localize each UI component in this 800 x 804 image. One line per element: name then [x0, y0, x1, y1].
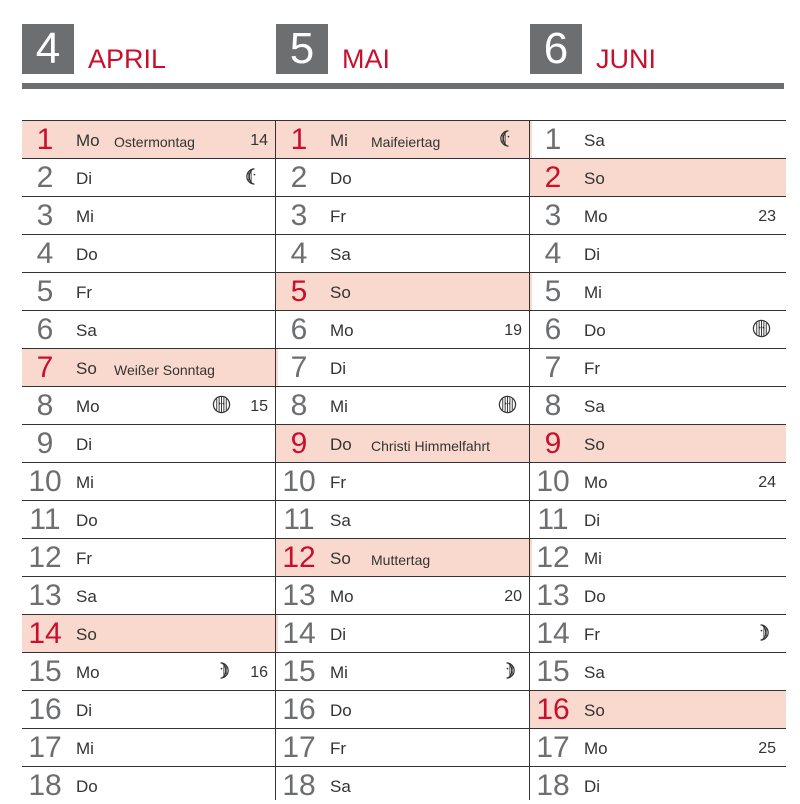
day-row [530, 158, 786, 196]
day-row [276, 690, 532, 728]
day-row [530, 348, 786, 386]
weekday-label: Do [584, 321, 606, 340]
day-row [530, 652, 786, 690]
day-row [530, 500, 786, 538]
day-row [22, 386, 278, 424]
day-row [530, 310, 786, 348]
day-row [276, 158, 532, 196]
day-row [22, 728, 278, 766]
weekday-label: Mo [76, 397, 100, 416]
weekday-label: Fr [330, 473, 347, 492]
day-row [530, 728, 786, 766]
day-number: 18 [28, 769, 62, 802]
holiday-name: Ostermontag [114, 134, 195, 150]
day-number: 17 [28, 731, 62, 764]
weekday-label: Di [584, 777, 601, 796]
day-number: 11 [283, 503, 315, 536]
day-number: 6 [36, 313, 54, 346]
day-row [530, 538, 786, 576]
weekday-label: Mo [584, 739, 608, 758]
day-number: 8 [36, 389, 54, 422]
weekday-label: Do [330, 701, 352, 720]
day-number: 7 [544, 351, 562, 384]
day-row [276, 538, 532, 576]
weekday-label: Mo [76, 663, 100, 682]
day-row [22, 538, 278, 576]
day-number: 7 [290, 351, 308, 384]
weekday-label: So [330, 549, 351, 568]
day-row [22, 120, 278, 158]
day-row [276, 652, 532, 690]
day-row [276, 500, 532, 538]
day-number: 16 [282, 693, 316, 726]
month-column-mai [276, 120, 532, 804]
weekday-label: Sa [584, 131, 605, 150]
day-row [276, 272, 532, 310]
weekday-label: Mo [330, 321, 354, 340]
day-row [22, 652, 278, 690]
header-divider-bar [22, 83, 784, 89]
day-number: 8 [544, 389, 562, 422]
day-number: 11 [29, 503, 61, 536]
weekday-label: Mi [76, 207, 94, 226]
crescent-moon-icon [212, 661, 231, 680]
weekday-label: Fr [584, 625, 601, 644]
day-row [22, 158, 278, 196]
first-quarter-moon-icon [498, 129, 517, 148]
weekday-label: Mi [584, 283, 602, 302]
weekday-label: Mo [584, 207, 608, 226]
day-row [22, 196, 278, 234]
day-row [22, 424, 278, 462]
month-number: 6 [530, 24, 582, 74]
weekday-label: Do [330, 169, 352, 188]
day-number: 17 [536, 731, 570, 764]
day-row [530, 614, 786, 652]
day-number: 6 [290, 313, 308, 346]
weekday-label: Mi [330, 131, 348, 150]
weekday-label: Sa [584, 397, 605, 416]
day-row [22, 348, 278, 386]
weekday-label: Sa [76, 321, 97, 340]
day-number: 17 [282, 731, 316, 764]
week-number: 25 [758, 740, 776, 757]
weekday-label: Mo [584, 473, 608, 492]
day-number: 12 [28, 541, 62, 574]
weekday-label: Do [76, 511, 98, 530]
day-row [22, 310, 278, 348]
day-number: 2 [544, 161, 562, 194]
weekday-label: Di [76, 169, 93, 188]
weekday-label: Do [584, 587, 606, 606]
day-number: 2 [36, 161, 54, 194]
weekday-label: Di [76, 435, 93, 454]
weekday-label: Mi [330, 663, 348, 682]
weekday-label: Mi [584, 549, 602, 568]
day-number: 5 [290, 275, 308, 308]
weekday-label: So [584, 701, 605, 720]
day-row [22, 462, 278, 500]
week-number: 15 [250, 398, 268, 415]
month-number: 5 [276, 24, 328, 74]
day-number: 18 [282, 769, 316, 802]
week-number: 20 [504, 588, 522, 605]
day-number: 7 [36, 351, 54, 384]
day-number: 4 [290, 237, 308, 270]
weekday-label: Mi [330, 397, 348, 416]
day-number: 14 [536, 617, 570, 650]
weekday-label: Di [76, 701, 93, 720]
day-row [276, 386, 532, 424]
day-number: 15 [28, 655, 62, 688]
day-row [530, 462, 786, 500]
day-row [276, 424, 532, 462]
day-row [22, 690, 278, 728]
weekday-label: Do [76, 777, 98, 796]
day-row [530, 120, 786, 158]
day-number: 9 [290, 427, 308, 460]
weekday-label: Mo [76, 131, 100, 150]
day-number: 4 [544, 237, 562, 270]
weekday-label: Di [584, 245, 601, 264]
day-row [530, 766, 786, 804]
weekday-label: Sa [330, 511, 351, 530]
day-row [530, 424, 786, 462]
day-number: 10 [536, 465, 570, 498]
day-number: 1 [544, 123, 562, 156]
day-row [22, 614, 278, 652]
holiday-name: Muttertag [371, 552, 431, 568]
weekday-label: So [584, 169, 605, 188]
column-divider [275, 120, 276, 800]
day-number: 12 [282, 541, 316, 574]
day-row [276, 728, 532, 766]
day-row [276, 462, 532, 500]
weekday-label: Sa [76, 587, 97, 606]
day-number: 18 [536, 769, 570, 802]
day-row [276, 120, 532, 158]
weekday-label: So [330, 283, 351, 302]
weekday-label: Fr [330, 207, 347, 226]
day-number: 5 [544, 275, 562, 308]
day-row [530, 690, 786, 728]
day-number: 15 [282, 655, 316, 688]
month-column-april [22, 120, 278, 804]
day-number: 4 [36, 237, 54, 270]
month-name: JUNI [596, 44, 656, 74]
first-quarter-moon-icon [244, 167, 263, 186]
weekday-label: So [76, 625, 97, 644]
day-number: 14 [282, 617, 316, 650]
weekday-label: Do [330, 435, 352, 454]
day-number: 10 [28, 465, 62, 498]
day-row [276, 196, 532, 234]
week-number: 23 [758, 208, 776, 225]
weekday-label: Fr [330, 739, 347, 758]
day-number: 8 [290, 389, 308, 422]
holiday-name: Maifeiertag [371, 134, 441, 150]
holiday-name: Christi Himmelfahrt [371, 438, 491, 454]
day-number: 9 [36, 427, 54, 460]
weekday-label: Do [76, 245, 98, 264]
weekday-label: Mi [76, 739, 94, 758]
month-name: APRIL [88, 44, 167, 74]
day-number: 5 [36, 275, 54, 308]
week-number: 14 [250, 132, 268, 149]
day-number: 12 [536, 541, 570, 574]
day-number: 15 [536, 655, 570, 688]
day-row [22, 500, 278, 538]
weekday-label: Mo [330, 587, 354, 606]
month-name: MAI [342, 44, 391, 74]
day-number: 13 [536, 579, 570, 612]
weekday-label: Fr [76, 283, 93, 302]
day-number: 11 [537, 503, 569, 536]
month-number: 4 [22, 24, 74, 74]
day-row [22, 576, 278, 614]
day-number: 10 [282, 465, 316, 498]
weekday-label: Fr [76, 549, 93, 568]
day-number: 16 [28, 693, 62, 726]
week-number: 19 [504, 322, 522, 339]
column-divider [529, 120, 530, 800]
day-number: 3 [544, 199, 562, 232]
weekday-label: So [584, 435, 605, 454]
day-number: 14 [28, 617, 62, 650]
day-row [276, 614, 532, 652]
weekday-label: Sa [330, 245, 351, 264]
weekday-label: Di [330, 359, 347, 378]
weekday-label: Fr [584, 359, 601, 378]
day-row [276, 234, 532, 272]
day-row [530, 272, 786, 310]
new-moon-icon [752, 319, 771, 338]
week-number: 16 [250, 664, 268, 681]
day-row [276, 576, 532, 614]
day-number: 6 [544, 313, 562, 346]
day-number: 2 [290, 161, 308, 194]
holiday-name: Weißer Sonntag [114, 362, 215, 378]
weekday-label: Di [330, 625, 347, 644]
day-number: 13 [282, 579, 316, 612]
day-number: 1 [36, 123, 54, 156]
day-number: 9 [544, 427, 562, 460]
day-row [22, 272, 278, 310]
month-column-juni [530, 120, 786, 804]
day-row [22, 234, 278, 272]
day-number: 1 [290, 123, 308, 156]
day-row [276, 310, 532, 348]
day-row [530, 576, 786, 614]
day-number: 3 [290, 199, 308, 232]
new-moon-icon [498, 395, 517, 414]
day-row [530, 196, 786, 234]
weekday-label: Sa [584, 663, 605, 682]
day-number: 13 [28, 579, 62, 612]
new-moon-icon [212, 395, 231, 414]
day-number: 16 [536, 693, 570, 726]
day-row [530, 234, 786, 272]
day-row [276, 348, 532, 386]
weekday-label: Di [584, 511, 601, 530]
weekday-label: Sa [330, 777, 351, 796]
crescent-moon-icon [752, 623, 771, 642]
day-row [530, 386, 786, 424]
week-number: 24 [758, 474, 776, 491]
day-row [22, 766, 278, 804]
day-row [276, 766, 532, 804]
weekday-label: Mi [76, 473, 94, 492]
crescent-moon-icon [498, 661, 517, 680]
day-number: 3 [36, 199, 54, 232]
weekday-label: So [76, 359, 97, 378]
